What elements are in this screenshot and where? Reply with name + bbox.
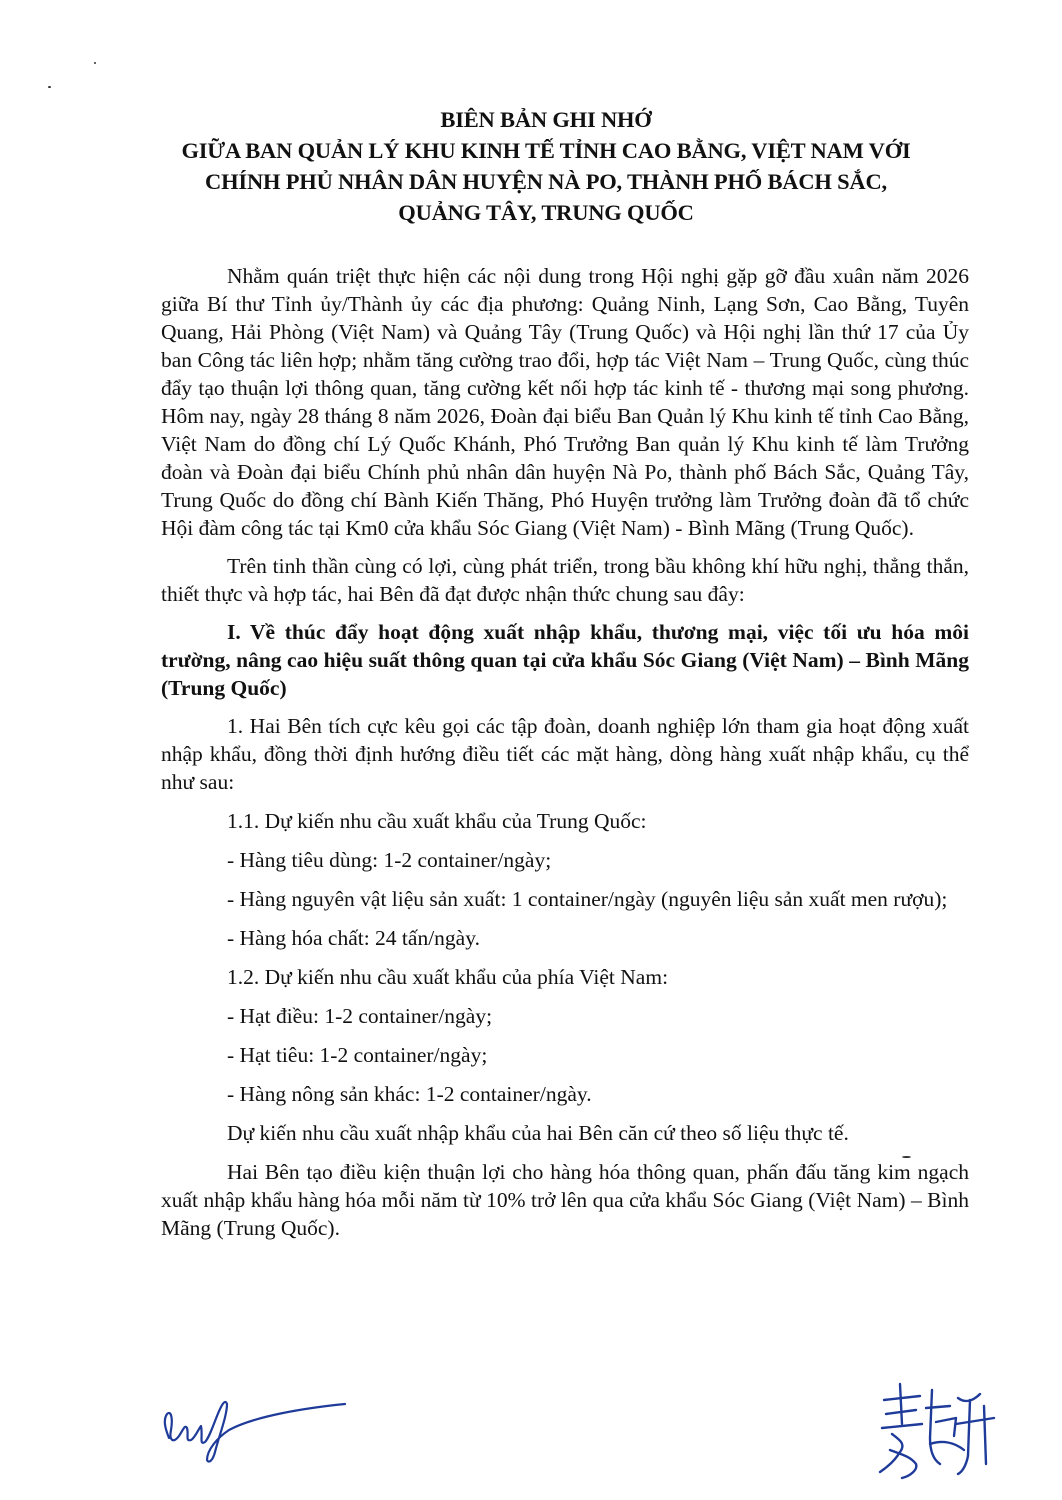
list-item: - Hàng nguyên vật liệu sản xuất: 1 container/ngày (nguyên liệu sản xuất men rượu);	[227, 887, 948, 911]
list-item: - Hàng hóa chất: 24 tấn/ngày.	[227, 926, 480, 950]
title-line: BIÊN BẢN GHI NHỚ	[440, 107, 652, 132]
intro-paragraph: Nhằm quán triệt thực hiện các nội dung trong Hội nghị gặp gỡ đầu xuân năm 2026 giữa Bí thư Tỉnh ủy/Thành ủy các địa phương: Quảng Ninh, Lạng Sơn, Cao Bằng, Tuyên Quang, Hải Phòng (Việt Nam) và Quảng Tây (Trung Quốc) và Hội nghị lần thứ 17 của Ủy ban Công tác liên hợp; nhằm tăng cường trao đổi, hợp tác Việt Nam – Trung Quốc, cùng thúc đẩy tạo thuận lợi thông quan, tăng cường kết nối hợp tác kinh tế - thương mại song phương. Hôm nay, ngày 28 tháng 8 năm 2026, Đoàn đại biểu Ban Quản lý Khu kinh tế tỉnh Cao Bằng, Việt Nam do đồng chí Lý Quốc Khánh, Phó Trưởng Ban quản lý Khu kinh tế làm Trưởng đoàn và Đoàn đại biểu Chính phủ nhân dân huyện Nà Po, thành phố Bách Sắc, Quảng Tây, Trung Quốc do đồng chí Bành Kiến Thăng, Phó Huyện trưởng làm Trưởng đoàn đã tổ chức Hội đàm công tác tại Km0 cửa khẩu Sóc Giang (Việt Nam) - Bình Mãng (Trung Quốc).	[161, 264, 969, 540]
list-item: - Hàng nông sản khác: 1-2 container/ngày.	[227, 1082, 592, 1106]
title-line: QUẢNG TÂY, TRUNG QUỐC	[398, 200, 694, 225]
list-item: - Hạt điều: 1-2 container/ngày;	[227, 1004, 493, 1028]
document-title	[120, 104, 972, 228]
title-line: GIỮA BAN QUẢN LÝ KHU KINH TẾ TỈNH CAO BẰNG, VIỆT NAM VỚI	[181, 138, 911, 163]
document-body	[161, 262, 969, 1252]
forecast-paragraph: Dự kiến nhu cầu xuất nhập khẩu của hai Bên căn cứ theo số liệu thực tế.	[227, 1121, 849, 1145]
subitem-heading: 1.2. Dự kiến nhu cầu xuất khẩu của phía Việt Nam:	[227, 965, 669, 989]
item-paragraph: 1. Hai Bên tích cực kêu gọi các tập đoàn, doanh nghiệp lớn tham gia hoạt động xuất nhập khẩu, đồng thời định hướng điều tiết các mặt hàng, dòng hàng xuất nhập khẩu, cụ thể như sau:	[161, 714, 969, 794]
list-item: - Hạt tiêu: 1-2 container/ngày;	[227, 1043, 488, 1067]
list-item: - Hàng tiêu dùng: 1-2 container/ngày;	[227, 848, 552, 872]
title-line: CHÍNH PHỦ NHÂN DÂN HUYỆN NÀ PO, THÀNH PHỐ BÁCH SẮC,	[205, 169, 887, 194]
scan-speck	[48, 86, 51, 88]
subitem-heading: 1.1. Dự kiến nhu cầu xuất khẩu của Trung Quốc:	[227, 809, 647, 833]
section-heading: I. Về thúc đẩy hoạt động xuất nhập khẩu, thương mại, việc tối ưu hóa môi trường, nâng cao hiệu suất thông quan tại cửa khẩu Sóc Giang (Việt Nam) – Bình Mãng (Trung Quốc)	[161, 620, 969, 700]
signature-right	[870, 1378, 1010, 1488]
signature-left	[155, 1380, 355, 1470]
closing-paragraph: Hai Bên tạo điều kiện thuận lợi cho hàng hóa thông quan, phấn đấu tăng kim ngạch xuất nhập khẩu hàng hóa mỗi năm từ 10% trở lên qua cửa khẩu Sóc Giang (Việt Nam) – Bình Mãng (Trung Quốc).	[161, 1160, 969, 1240]
spirit-paragraph: Trên tinh thần cùng có lợi, cùng phát triển, trong bầu không khí hữu nghị, thẳng thắn, thiết thực và hợp tác, hai Bên đã đạt được nhận thức chung sau đây:	[161, 554, 969, 606]
scan-speck	[94, 62, 96, 64]
